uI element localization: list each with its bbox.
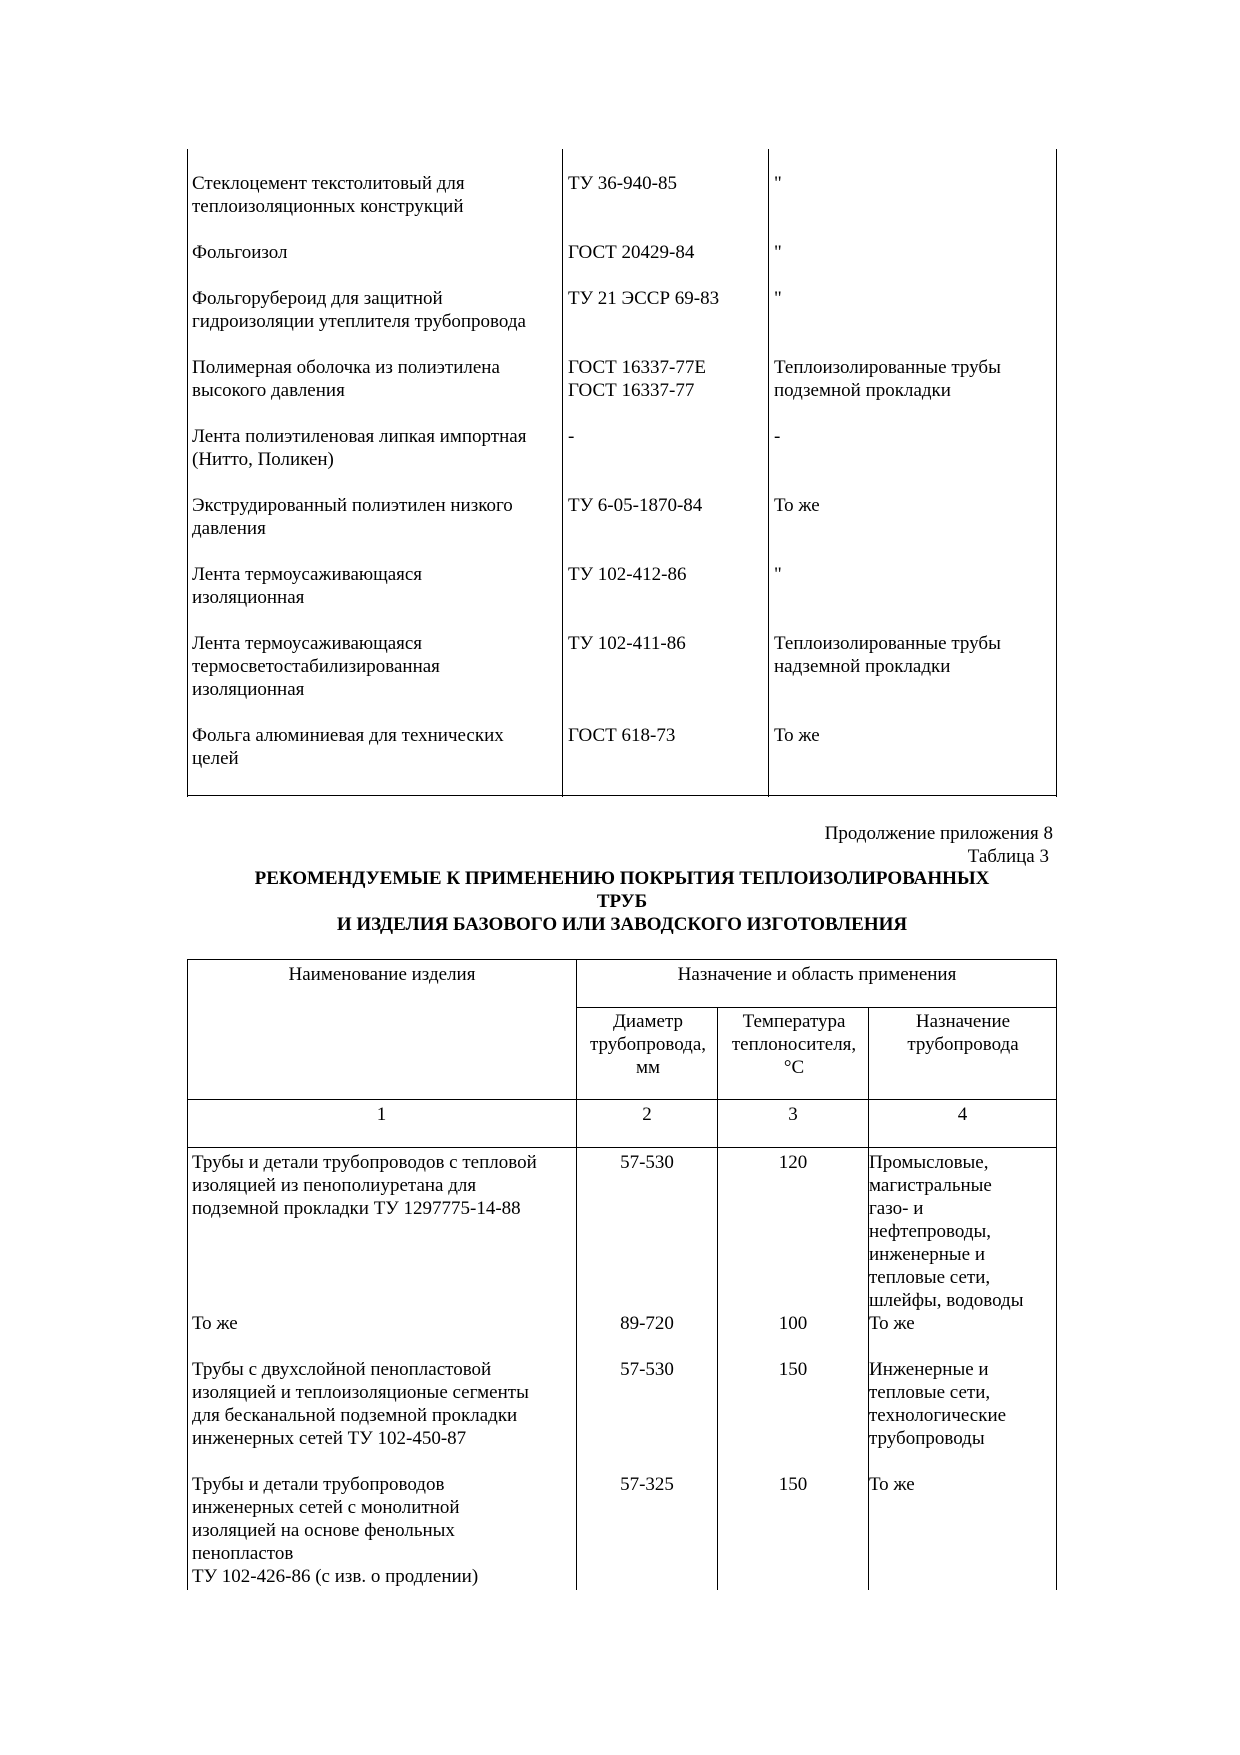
header-diameter: Диаметр трубопровода, мм <box>589 1011 706 1078</box>
table-border-right <box>1056 959 1057 1590</box>
table-divider <box>717 1007 718 1590</box>
product-name: То же <box>192 1313 238 1334</box>
table-rule <box>187 1147 1057 1148</box>
material-use: Теплоизолированные трубы подземной прокладки <box>774 357 1001 401</box>
material-name: Лента термоусаживающаяся изоляционная <box>192 564 423 608</box>
header-purpose-group: Назначение и область применения <box>677 964 957 985</box>
product-name: Трубы и детали трубопроводов инженерных сетей с монолитной изоляцией на основе фенольных пенопластов ТУ 102-426-86 (с изв. о продлении) <box>192 1474 479 1587</box>
material-name: Фольгорубероид для защитной гидроизоляции утеплителя трубопровода <box>192 288 526 332</box>
material-use: " <box>774 242 782 263</box>
material-use: То же <box>774 725 820 746</box>
pipe-diameter: 57-325 <box>620 1474 674 1495</box>
header-temperature: Температура теплоносителя, °С <box>731 1011 857 1078</box>
material-name: Лента полиэтиленовая липкая импортная (Нитто, Поликен) <box>192 426 527 470</box>
pipeline-purpose: Инженерные и тепловые сети, технологические трубопроводы <box>869 1359 1007 1449</box>
table-border-top <box>187 959 1057 960</box>
material-use: - <box>774 426 781 447</box>
header-pipeline-purpose: Назначение трубопровода <box>907 1011 1019 1055</box>
material-use: То же <box>774 495 820 516</box>
column-number: 1 <box>376 1104 387 1125</box>
pipe-diameter: 57-530 <box>620 1359 674 1380</box>
table-rule <box>576 1007 1057 1008</box>
material-name: Фольга алюминиевая для технических целей <box>192 725 504 769</box>
pipeline-purpose: То же <box>869 1313 915 1334</box>
coolant-temperature: 100 <box>778 1313 808 1334</box>
header-product: Наименование изделия <box>288 964 476 985</box>
coatings-table <box>187 959 1057 1590</box>
material-standard: ТУ 6-05-1870-84 <box>568 495 703 516</box>
material-standard: ТУ 102-411-86 <box>568 633 686 654</box>
coolant-temperature: 150 <box>778 1359 808 1380</box>
table-divider <box>768 149 769 797</box>
material-use: " <box>774 173 782 194</box>
table-divider <box>562 149 563 797</box>
table-border-bottom <box>187 795 1057 796</box>
material-use: Теплоизолированные трубы надземной прокладки <box>774 633 1001 677</box>
material-name: Лента термоусаживающаяся термосветостабилизированная изоляционная <box>192 633 440 700</box>
pipeline-purpose: Промысловые, магистральные газо- и нефтепроводы, инженерные и тепловые сети, шлейфы, водоводы <box>869 1152 1024 1311</box>
material-standard: - <box>568 426 575 447</box>
pipe-diameter: 89-720 <box>620 1313 674 1334</box>
table-number: Таблица 3 <box>967 846 1049 867</box>
material-name: Полимерная оболочка из полиэтилена высокого давления <box>192 357 500 401</box>
product-name: Трубы и детали трубопроводов с тепловой изоляцией из пенополиуретана для подземной прокладки ТУ 1297775-14-88 <box>192 1152 537 1219</box>
table-border-left <box>187 149 188 797</box>
material-standard: ГОСТ 20429-84 <box>568 242 695 263</box>
pipe-diameter: 57-530 <box>620 1152 674 1173</box>
material-name: Стеклоцемент текстолитовый для теплоизоляционных конструкций <box>192 173 465 217</box>
materials-table <box>187 149 1057 797</box>
material-standard: ГОСТ 618-73 <box>568 725 676 746</box>
pipeline-purpose: То же <box>869 1474 915 1495</box>
material-standard: ТУ 21 ЭССР 69-83 <box>568 288 720 309</box>
coolant-temperature: 120 <box>778 1152 808 1173</box>
table-border-right <box>1056 149 1057 797</box>
table-border-left <box>187 959 188 1590</box>
column-number: 3 <box>788 1104 798 1125</box>
product-name: Трубы с двухслойной пенопластовой изоляцией и теплоизоляционые сегменты для бесканальной подземной прокладки инженерных сетей ТУ 102-450-87 <box>192 1359 529 1449</box>
table-rule <box>187 1099 1057 1100</box>
coolant-temperature: 150 <box>778 1474 808 1495</box>
appendix-continuation: Продолжение приложения 8 <box>824 823 1053 844</box>
material-name: Фольгоизол <box>192 242 288 263</box>
material-standard: ТУ 36-940-85 <box>568 173 677 194</box>
table-title: РЕКОМЕНДУЕМЫЕ К ПРИМЕНЕНИЮ ПОКРЫТИЯ ТЕПЛОИЗОЛИРОВАННЫХ ТРУБ И ИЗДЕЛИЯ БАЗОВОГО ИЛИ ЗАВОДСКОГО ИЗГОТОВЛЕНИЯ <box>254 868 990 935</box>
column-number: 2 <box>642 1104 652 1125</box>
material-standard: ГОСТ 16337-77Е ГОСТ 16337-77 <box>568 357 706 401</box>
material-use: " <box>774 564 782 585</box>
material-use: " <box>774 288 782 309</box>
material-standard: ТУ 102-412-86 <box>568 564 687 585</box>
column-number: 4 <box>957 1104 968 1125</box>
material-name: Экструдированный полиэтилен низкого давления <box>192 495 513 539</box>
